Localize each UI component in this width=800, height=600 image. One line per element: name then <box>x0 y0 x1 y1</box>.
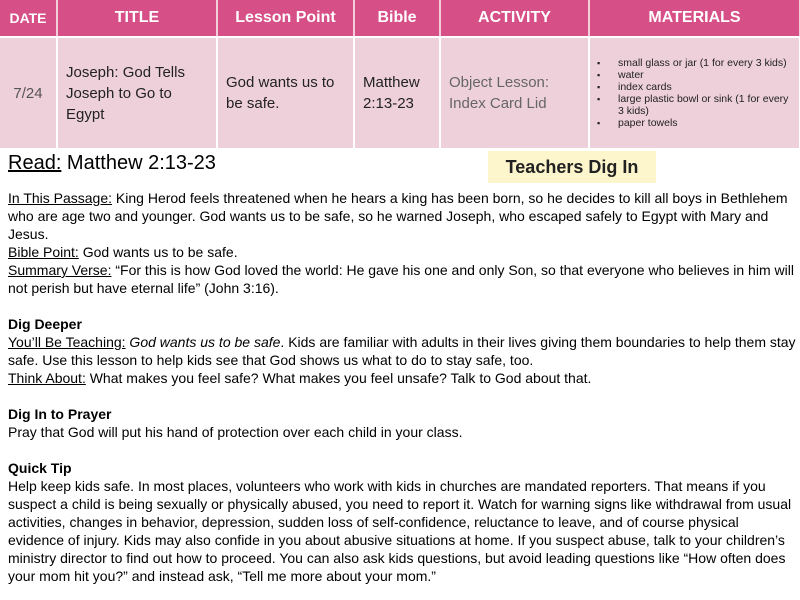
table-header-row <box>0 0 800 37</box>
passage-label: In This Passage: <box>8 190 113 206</box>
summary-text: “For this is how God loved the world: He gave his one and only Son, so that everyone who believes in him will not perish but have eternal life” (John 3:16). <box>8 262 794 296</box>
header-lesson-point: Lesson Point <box>217 0 354 37</box>
header-title: TITLE <box>57 0 217 37</box>
teaching-paragraph <box>8 333 798 369</box>
cell-activity: Object Lesson: Index Card Lid <box>440 37 589 148</box>
think-text: What makes you feel safe? What makes you feel unsafe? Talk to God about that. <box>85 370 592 386</box>
list-item: ▪ water <box>618 69 793 81</box>
bible-point-label: Bible Point: <box>8 244 79 260</box>
materials-list <box>590 57 793 129</box>
header-activity: ACTIVITY <box>440 0 589 37</box>
header-bible: Bible <box>354 0 440 37</box>
teaching-label: You’ll Be Teaching: <box>8 334 126 350</box>
prayer-heading: Dig In to Prayer <box>8 406 112 422</box>
header-date: DATE <box>0 0 57 37</box>
lesson-body <box>8 189 798 585</box>
think-paragraph <box>8 369 798 387</box>
cell-title: Joseph: God Tells Joseph to Go to Egypt <box>57 37 217 148</box>
list-item: ▪ paper towels <box>618 117 793 129</box>
teaching-text: . Kids are familiar with adults in their lives giving them boundaries to help them stay safe. Use this lesson to help kids see that God shows us what to do to stay safe, too. <box>8 334 796 368</box>
cell-bible: Matthew 2:13-23 <box>354 37 440 148</box>
quick-tip-text: Help keep kids safe. In most places, volunteers who work with kids in churches are mandated reporters. That means if you suspect a child is being sexually or physically abused, you need to report it. Watch for warning signs like withdrawal from usual activities, changes in behavior, depression, sudden loss of self-confidence, reluctance to leave, and of course physical evidence of injury. Kids may also confide in you about abusive situations at home. If you suspect abuse, talk to your children’s ministry director to find out how to proceed. You can also ask kids questions, but avoid leading questions like “How often does your mom hit you?” and instead ask, “Tell me more about your mom.” <box>8 478 792 584</box>
list-item: ▪ large plastic bowl or sink (1 for every 3 kids) <box>618 93 793 117</box>
read-reference: Matthew 2:13-23 <box>61 152 216 174</box>
think-label: Think About: <box>8 370 86 386</box>
teachers-dig-in-badge: Teachers Dig In <box>488 151 656 183</box>
list-item: ▪ index cards <box>618 81 793 93</box>
cell-lesson-point: God wants us to be safe. <box>217 37 354 148</box>
list-item: ▪ small glass or jar (1 for every 3 kids) <box>618 57 793 69</box>
prayer-text: Pray that God will put his hand of protection over each child in your class. <box>8 424 463 440</box>
header-materials: MATERIALS <box>589 0 800 37</box>
passage-paragraph <box>8 189 798 243</box>
summary-label: Summary Verse: <box>8 262 112 278</box>
summary-paragraph <box>8 261 798 297</box>
cell-date: 7/24 <box>0 37 57 148</box>
cell-materials <box>589 37 800 148</box>
read-label: Read: <box>8 152 62 174</box>
lesson-table <box>0 0 800 148</box>
bible-point-paragraph <box>8 243 798 261</box>
read-heading <box>8 150 216 176</box>
table-row <box>0 37 800 148</box>
dig-deeper-heading: Dig Deeper <box>8 316 82 332</box>
passage-text: King Herod feels threatened when he hears a king has been born, so he decides to kill all boys in Bethlehem who are age two and younger. God wants us to be safe, so he warned Joseph, who escaped safely to Egypt with Mary and Jesus. <box>8 190 788 242</box>
bible-point-text: God wants us to be safe. <box>78 244 238 260</box>
quick-tip-heading: Quick Tip <box>8 460 72 476</box>
teaching-italic: God wants us to be safe <box>125 334 281 350</box>
